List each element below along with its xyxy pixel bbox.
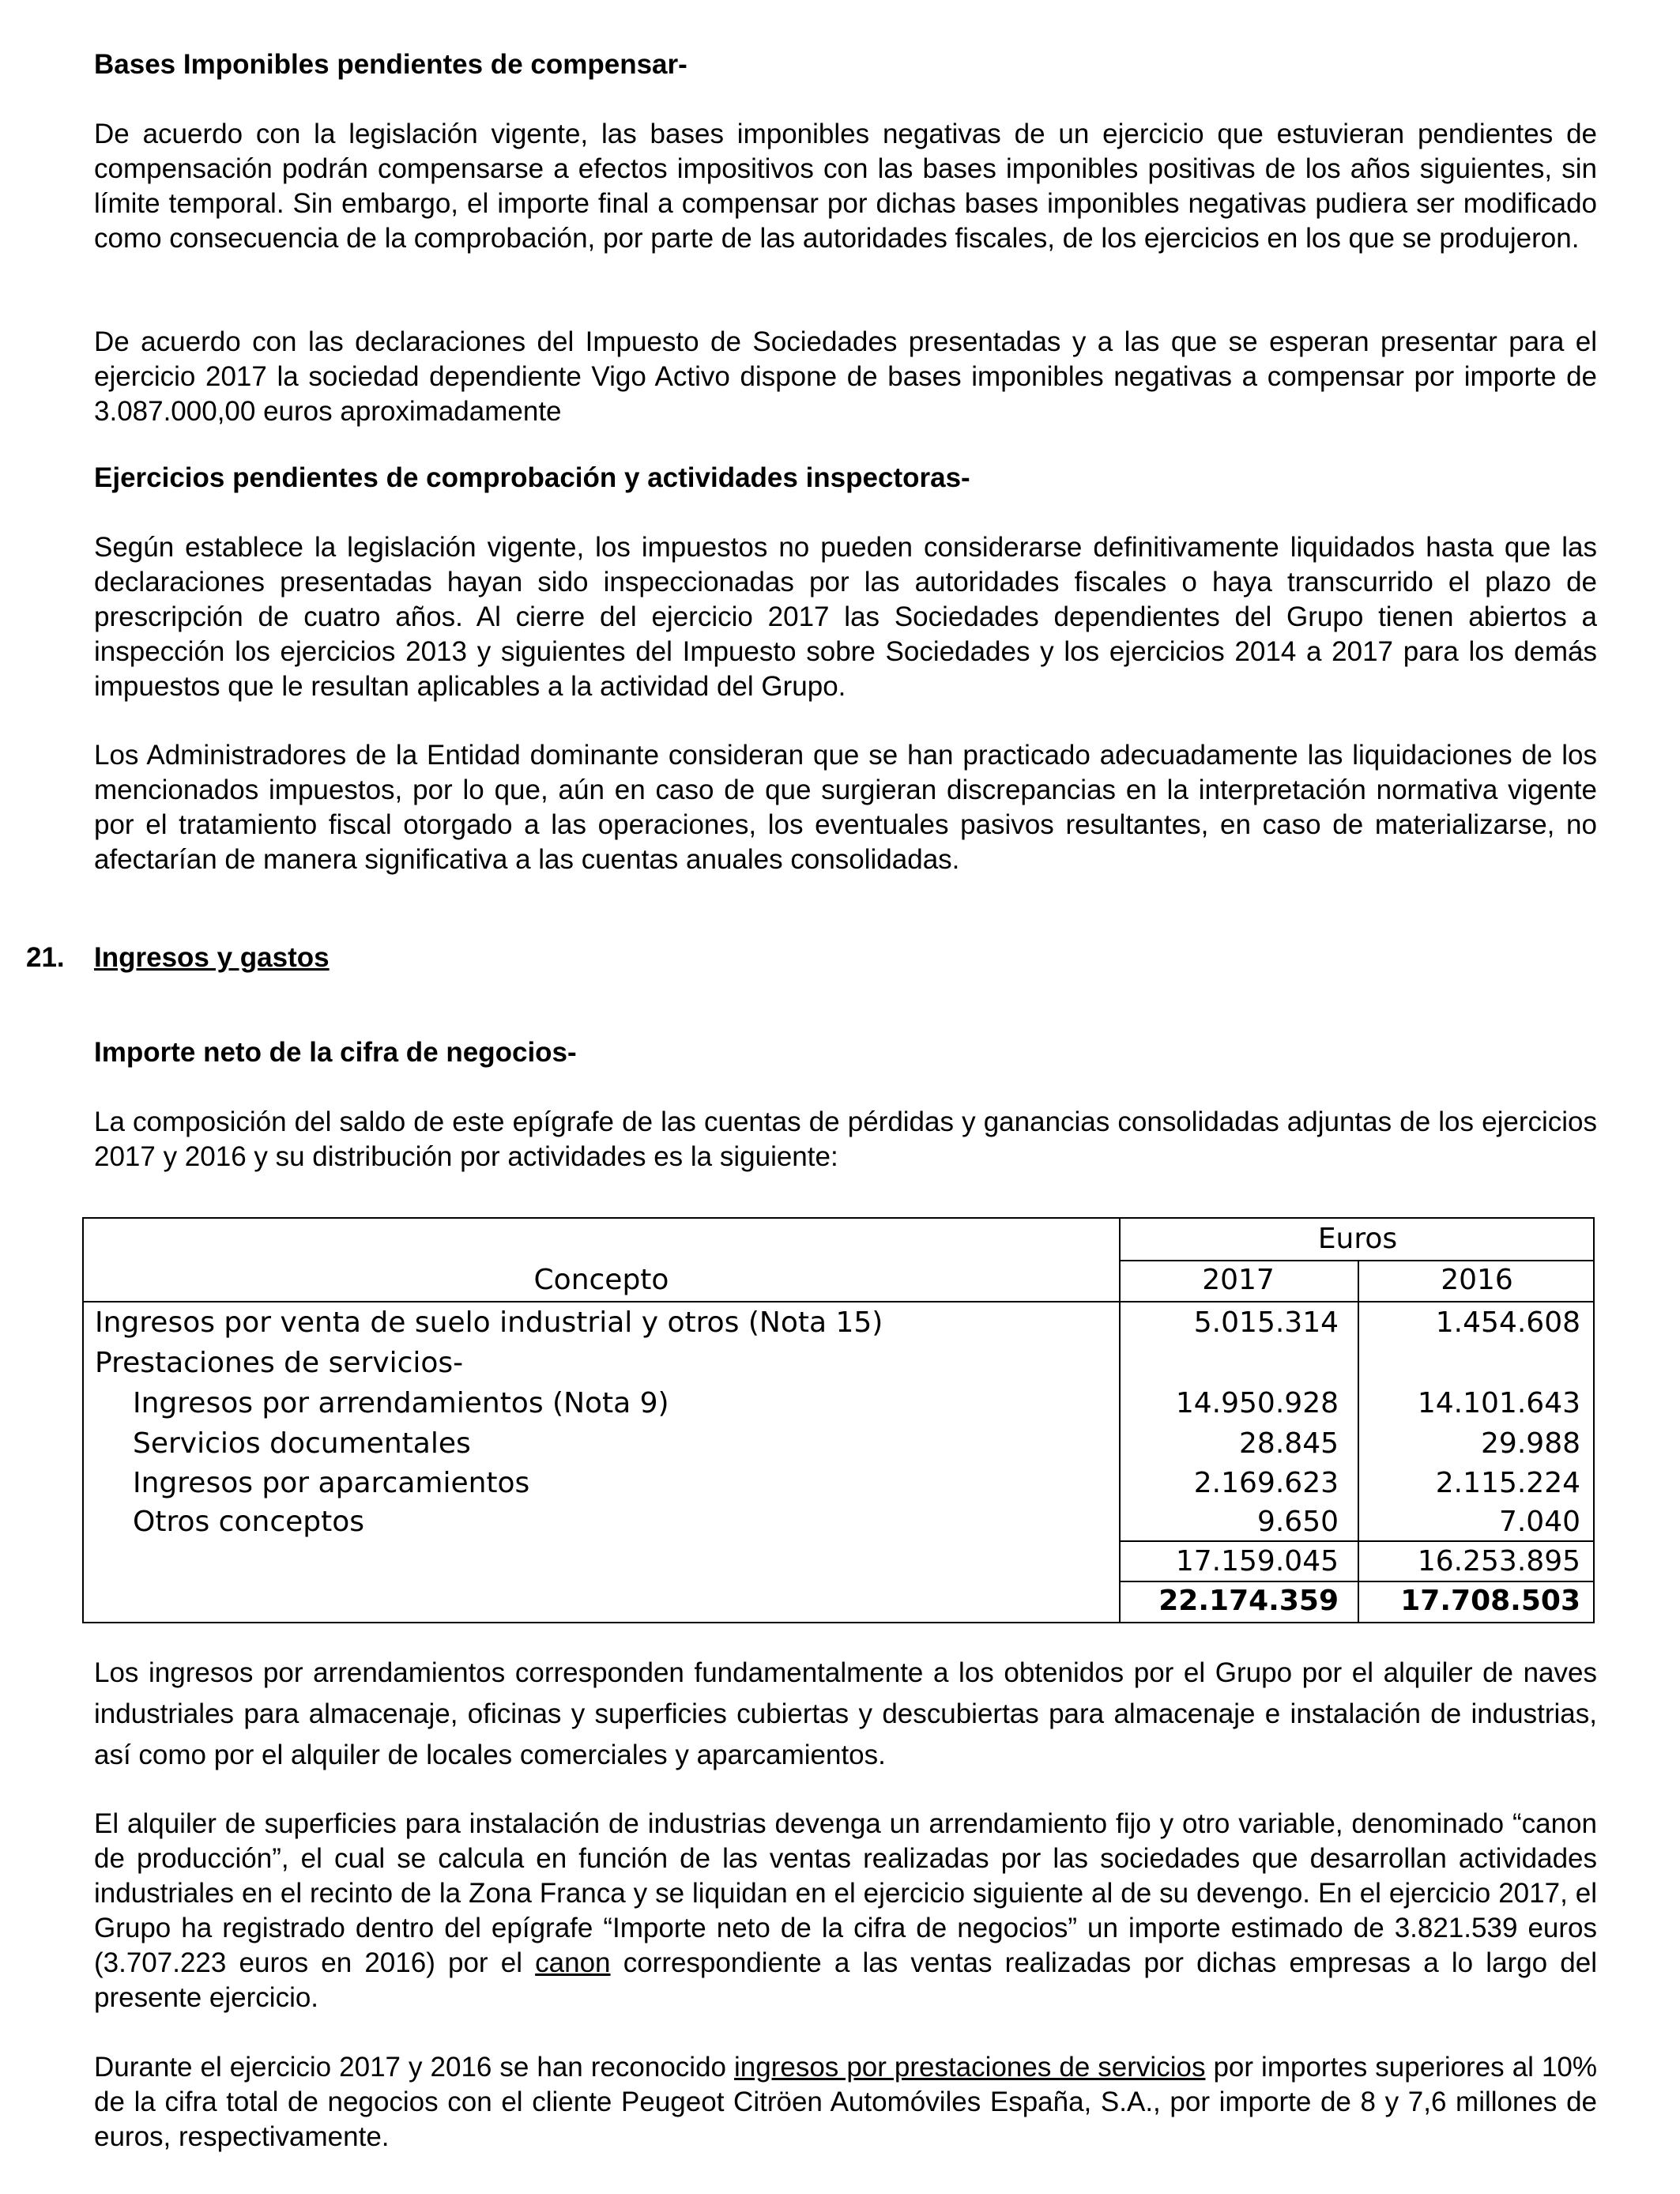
header-concepto: Concepto [533,1264,669,1296]
total-2016: 17.708.503 [1400,1585,1580,1617]
heading-bases-imponibles: Bases Imponibles pendientes de compensar- [94,49,687,80]
paragraph-canon-text-a: El alquiler de superficies para instalación de industrias devenga un arrendamiento fijo y otro variable, denominado “canon de producción”, el cual se calcula en función de las ventas realizadas por las sociedades que desarrollan actividades industriales en el recinto de la Zona Franca y se liquidan en el ejercicio siguiente al de su devengo. En el ejercicio 2017, el Grupo ha registrado dentro del epígrafe “Importe neto de la cifra de negocios” un importe estimado de 3.821.539 euros (3.707.223 euros en 2016) por el [94,1808,1597,1978]
table-row-value-2017: 9.650 [1256,1506,1339,1538]
header-2016: 2016 [1441,1264,1513,1296]
subtotal-2016: 16.253.895 [1417,1545,1580,1578]
table-row-label: Prestaciones de servicios- [95,1347,464,1379]
section-bases-imponibles [94,47,1597,82]
total-2017: 22.174.359 [1158,1585,1339,1617]
paragraph-prestaciones-text-a: Durante el ejercicio 2017 y 2016 se han reconocido [94,2052,735,2083]
paragraph-bases-1-wrapper [94,117,1597,256]
table-row-label: Ingresos por venta de suelo industrial y otros (Nota 15) [95,1306,883,1339]
paragraph-ejercicios-2-wrapper [94,738,1597,877]
table-row-value-2016: 7.040 [1498,1506,1580,1538]
table-row-value-2016: 2.115.224 [1435,1467,1580,1499]
paragraph-bases-2: De acuerdo con las declaraciones del Impuesto de Sociedades presentadas y a las que se esperan presentar para el ejercicio 2017 la sociedad dependiente Vigo Activo dispone de bases imponibles negativas a compensar por importe de 3.087.000,00 euros aproximadamente [94,326,1597,427]
paragraph-arrendamientos-wrapper [94,1653,1597,1776]
subtotal-2017: 17.159.045 [1175,1545,1339,1578]
table-row-label: Ingresos por aparcamientos [133,1467,530,1499]
table-row-value-2016: 14.101.643 [1417,1387,1580,1419]
prestaciones-underlined-text: ingresos por prestaciones de servicios [734,2052,1206,2083]
header-2017: 2017 [1202,1264,1275,1296]
table-row-label: Servicios documentales [133,1427,471,1460]
section-importe-neto [94,1035,1597,1070]
heading-importe-neto: Importe neto de la cifra de negocios- [94,1037,577,1068]
table-row-value-2017: 14.950.928 [1175,1387,1339,1419]
table-row-label: Otros conceptos [133,1506,365,1538]
table-row-value-2017: 2.169.623 [1193,1467,1339,1499]
table-row-value-2017: 28.845 [1239,1427,1339,1460]
table-row-value-2016: 29.988 [1481,1427,1580,1460]
paragraph-importe-intro: La composición del saldo de este epígrafe de las cuentas de pérdidas y ganancias consolidadas adjuntas de los ejercicios 2017 y 2016 y su distribución por actividades es la siguiente: [94,1106,1597,1172]
paragraph-prestaciones-wrapper [94,2050,1597,2154]
section-21-label: Ingresos y gastos [94,942,330,973]
paragraph-ejercicios-2: Los Administradores de la Entidad dominante consideran que se han practicado adecuadamente las liquidaciones de los mencionados impuestos, por lo que, aún en caso de que surgieran discrepancias en la interpretación normativa vigente por el tratamiento fiscal otorgado a las operaciones, los eventuales pasivos resultantes, en caso de materializarse, no afectarían de manera significativa a las cuentas anuales consolidadas. [94,740,1597,875]
paragraph-arrendamientos: Los ingresos por arrendamientos corresponden fundamentalmente a los obtenidos por el Grupo por el alquiler de naves industriales para almacenaje, oficinas y superficies cubiertas y descubiertas para almacenaje e instalación de industrias, así como por el alquiler de locales comerciales y aparcamientos. [94,1657,1597,1770]
paragraph-ejercicios-1-wrapper [94,530,1597,704]
paragraph-bases-1: De acuerdo con la legislación vigente, las bases imponibles negativas de un ejercicio que estuvieran pendientes de compensación podrán compensarse a efectos impositivos con las bases imponibles positivas de los años siguientes, sin límite temporal. Sin embargo, el importe final a compensar por dichas bases imponibles negativas pudiera ser modificado como consecuencia de la comprobación, por parte de las autoridades fiscales, de los ejercicios en los que se produjeron. [94,119,1597,254]
section-ejercicios [94,461,1597,496]
table-row-label: Ingresos por arrendamientos (Nota 9) [133,1387,669,1419]
paragraph-canon-wrapper [94,1807,1597,2015]
header-euros: Euros [1317,1223,1398,1255]
income-table [82,1217,1595,1623]
paragraph-prestaciones-text-b: por importes superiores al 10% de la cifra total de negocios con el cliente Peugeot Citröen Automóviles España, S.A., por importe de 8 y 7,6 millones de euros, respectivamente. [94,2052,1597,2152]
paragraph-ejercicios-1: Según establece la legislación vigente, los impuestos no pueden considerarse definitivamente liquidados hasta que las declaraciones presentadas hayan sido inspeccionadas por las autoridades fiscales o haya transcurrido el plazo de prescripción de cuatro años. Al cierre del ejercicio 2017 las Sociedades dependientes del Grupo tienen abiertos a inspección los ejercicios 2013 y siguientes del Impuesto sobre Sociedades y los ejercicios 2014 a 2017 para los demás impuestos que le resultan aplicables a la actividad del Grupo. [94,532,1597,702]
paragraph-importe-intro-wrapper [94,1105,1597,1174]
paragraph-bases-2-wrapper [94,325,1597,429]
paragraph-canon [94,1807,1597,2015]
canon-underlined-text: canon [535,1947,611,1978]
paragraph-canon-text-b: correspondiente a las ventas realizadas por dichas empresas a lo largo del presente ejercicio. [94,1947,1597,2013]
table-row-value-2016: 1.454.608 [1435,1306,1580,1339]
heading-ejercicios: Ejercicios pendientes de comprobación y actividades inspectoras- [94,462,970,493]
table-row-value-2017: 5.015.314 [1193,1306,1339,1339]
paragraph-prestaciones [94,2050,1597,2154]
section-21-title [26,941,330,975]
section-21-number: 21. [26,942,65,973]
